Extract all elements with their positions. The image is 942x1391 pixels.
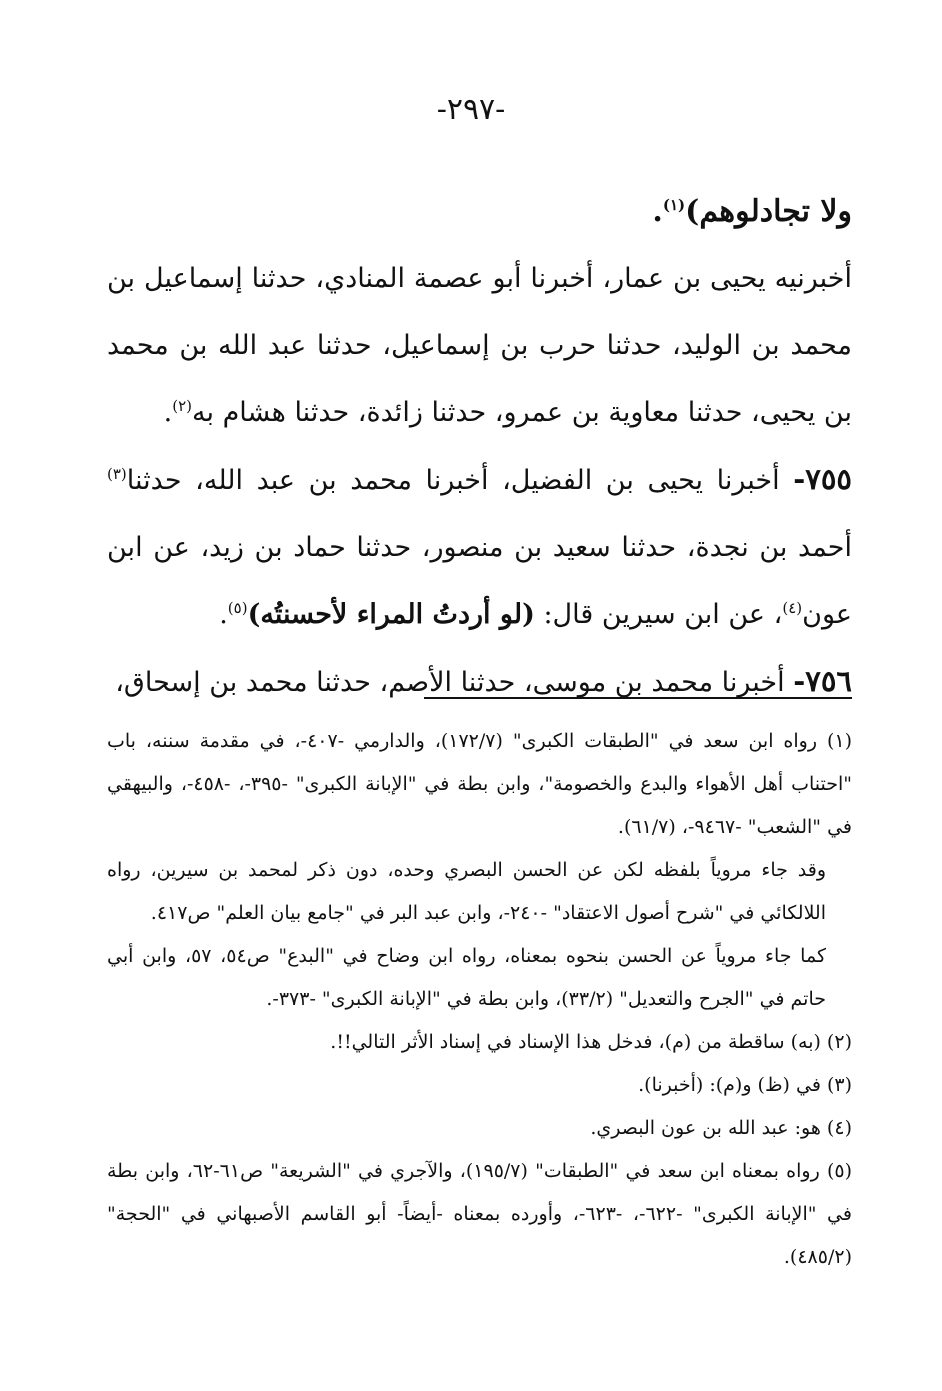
footnote-1-continuation-a: وقد جاء مروياً بلفظه لكن عن الحسن البصري وحده، دون ذكر لمحمد بن سيرين، رواه اللالكائي في "شرح أصول الاعتقاد" -٢٤٠-، وابن عبد البر في "جامع بيان العلم" ص٤١٧. <box>107 859 826 924</box>
paragraph-755-text-b: أحمد بن نجدة، حدثنا سعيد بن منصور، حدثنا حماد بن زيد، عن ابن عون <box>107 532 852 630</box>
footnote-ref-1: (١) <box>662 196 686 214</box>
paragraph-isnad-text: أخبرنيه يحيى بن عمار، أخبرنا أبو عصمة المنادي، حدثنا إسماعيل بن محمد بن الوليد، حدثنا حرب بن إسماعيل، حدثنا عبد الله بن محمد بن يحيى، حدثنا معاوية بن عمرو، حدثنا زائدة، حدثنا هشام به <box>107 263 852 428</box>
paragraph-755 <box>107 446 852 648</box>
paragraph-756-text: أخبرنا محمد بن موسى، حدثنا الأصم، حدثنا محمد بن إسحاق، <box>115 667 794 698</box>
footnote-ref-5: (٥) <box>227 599 248 617</box>
paragraph-755-text-c: ، عن ابن سيرين قال: <box>534 599 783 630</box>
paragraph-755-period: . <box>219 599 228 630</box>
page-number: -٢٩٧- <box>436 92 506 127</box>
footnote-ref-2: (٢) <box>172 397 193 415</box>
footnote-divider <box>424 697 852 699</box>
footnote-1: (١) رواه ابن سعد في "الطبقات الكبرى" (١٧٢/٧)، والدارمي -٤٠٧-، في مقدمة سننه، باب "احتناب أهل الأهواء والبدع والخصومة"، وابن بطة في "الإبانة الكبرى" -٣٩٥-، -٤٥٨-، والبيهقي في "الشعب" -٩٤٦٧-، (٦١/٧). <box>107 730 853 838</box>
paragraph-756 <box>107 648 852 716</box>
athar-quote: (لو أردتُ المراء لأحسنتُه) <box>247 599 535 630</box>
main-text <box>107 178 852 716</box>
footnote-2: (٢) (به) ساقطة من (م)، فدخل هذا الإسناد في إسناد الأثر التالي!!. <box>330 1031 852 1053</box>
footnote-ref-4: (٤) <box>782 599 803 617</box>
paragraph-755-text-a: أخبرنا يحيى بن الفضيل، أخبرنا محمد بن عبد الله، حدثنا <box>126 465 794 496</box>
footnote-ref-3: (٣) <box>107 465 127 483</box>
footnotes <box>107 720 852 1279</box>
paragraph-isnad <box>107 245 852 446</box>
footnote-3: (٣) في (ظ) و(م): (أخبرنا). <box>638 1074 852 1096</box>
paragraph-isnad-period: . <box>163 397 173 428</box>
quote-ending-line <box>107 178 852 245</box>
hadith-number-755: ٧٥٥- <box>793 462 852 496</box>
footnote-1-continuation-b: كما جاء مروياً عن الحسن بنحوه بمعناه، رواه ابن وضاح في "البدع" ص٥٤، ٥٧، وابن أبي حاتم في "الجرح والتعديل" (٣٣/٢)، وابن بطة في "الإبانة الكبرى" -٣٧٣-. <box>107 945 826 1010</box>
footnote-5: (٥) رواه بمعناه ابن سعد في "الطبقات" (١٩٥/٧)، والآجري في "الشريعة" ص٦١-٦٢، وابن بطة في "الإبانة الكبرى" -٦٢٢-، -٦٢٣-، وأورده بمعناه -أيضاً- أبو القاسم الأصبهاني في "الحجة" (٤٨٥/٢). <box>107 1160 852 1268</box>
footnote-4: (٤) هو: عبد الله بن عون البصري. <box>590 1117 852 1139</box>
hadith-number-756: ٧٥٦- <box>793 664 852 698</box>
quote-ending-period: . <box>652 194 663 229</box>
quote-ending-text: ولا تجادلوهم) <box>685 194 852 229</box>
